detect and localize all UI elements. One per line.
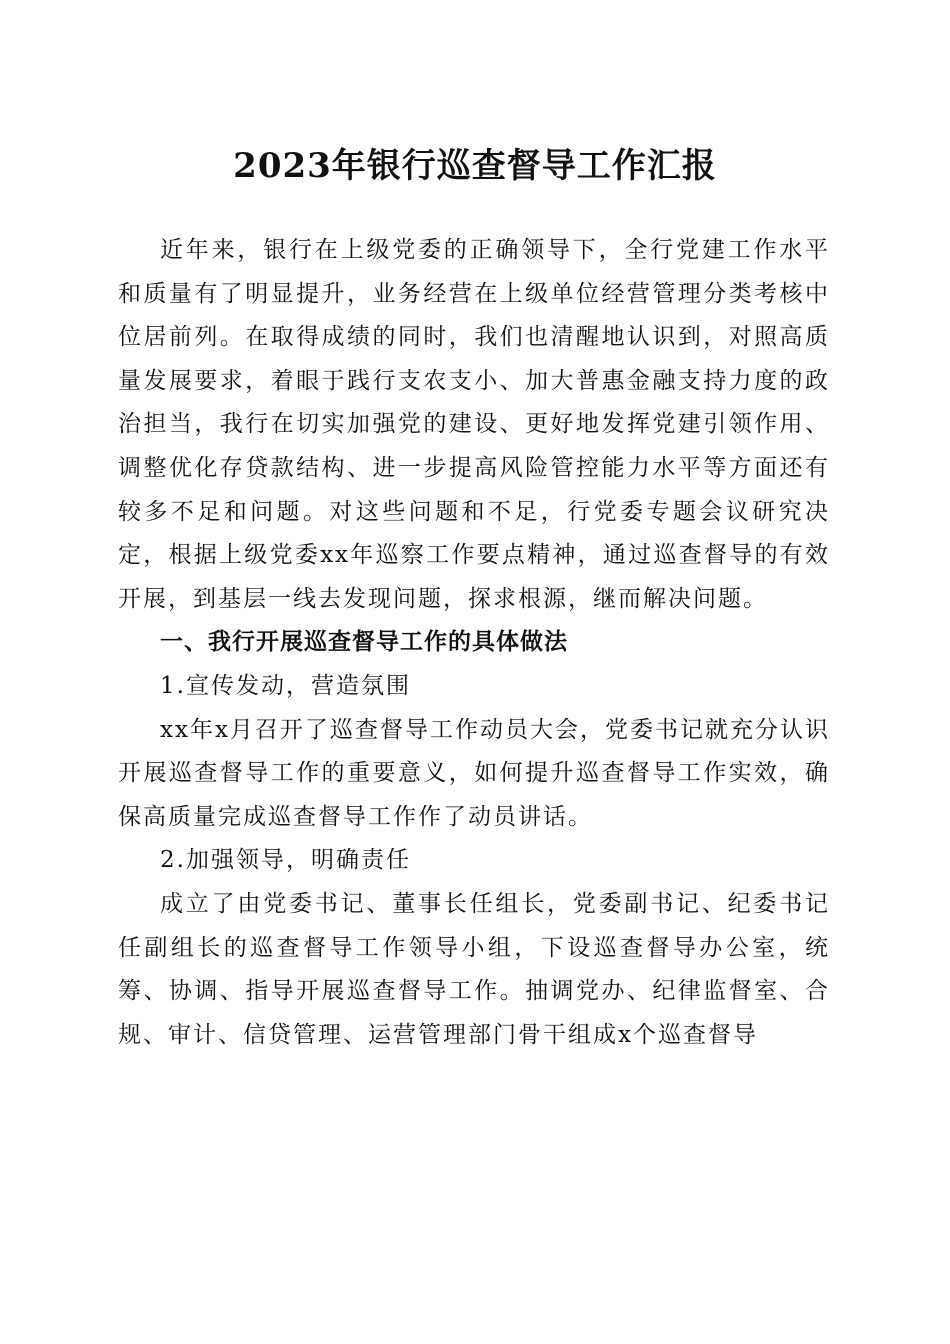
document-body — [118, 229, 830, 1057]
item-2-title: 2.加强领导，明确责任 — [160, 847, 411, 874]
section-heading: 一、我行开展巡查督导工作的具体做法 — [160, 629, 568, 656]
item-1-title: 1.宣传发动，营造氛围 — [160, 672, 411, 699]
item-1-text: xx年x月召开了巡查督导工作动员大会，党委书记就充分认识开展巡查督导工作的重要意义，如何提升巡查督导工作实效，确保高质量完成巡查督导工作作了动员讲话。 — [118, 716, 830, 830]
item-2-text: 成立了由党委书记、董事长任组长，党委副书记、纪委书记任副组长的巡查督导工作领导小组，下设巡查督导办公室，统筹、协调、指导开展巡查督导工作。抽调党办、纪律监督室、合规、审计、信贷管理、运营管理部门骨干组成x个巡查督导 — [118, 890, 830, 1048]
document-title: 2023年银行巡查督导工作汇报 — [233, 146, 717, 186]
intro-paragraph: 近年来，银行在上级党委的正确领导下，全行党建工作水平和质量有了明显提升，业务经营在上级单位经营管理分类考核中位居前列。在取得成绩的同时，我们也清醒地认识到，对照高质量发展要求，着眼于践行支农支小、加大普惠金融支持力度的政治担当，我行在切实加强党的建设、更好地发挥党建引领作用、调整优化存贷款结构、进一步提高风险管控能力水平等方面还有较多不足和问题。对这些问题和不足，行党委专题会议研究决定，根据上级党委xx年巡察工作要点精神，通过巡查督导的有效开展，到基层一线去发现问题，探求根源，继而解决问题。 — [118, 237, 830, 612]
